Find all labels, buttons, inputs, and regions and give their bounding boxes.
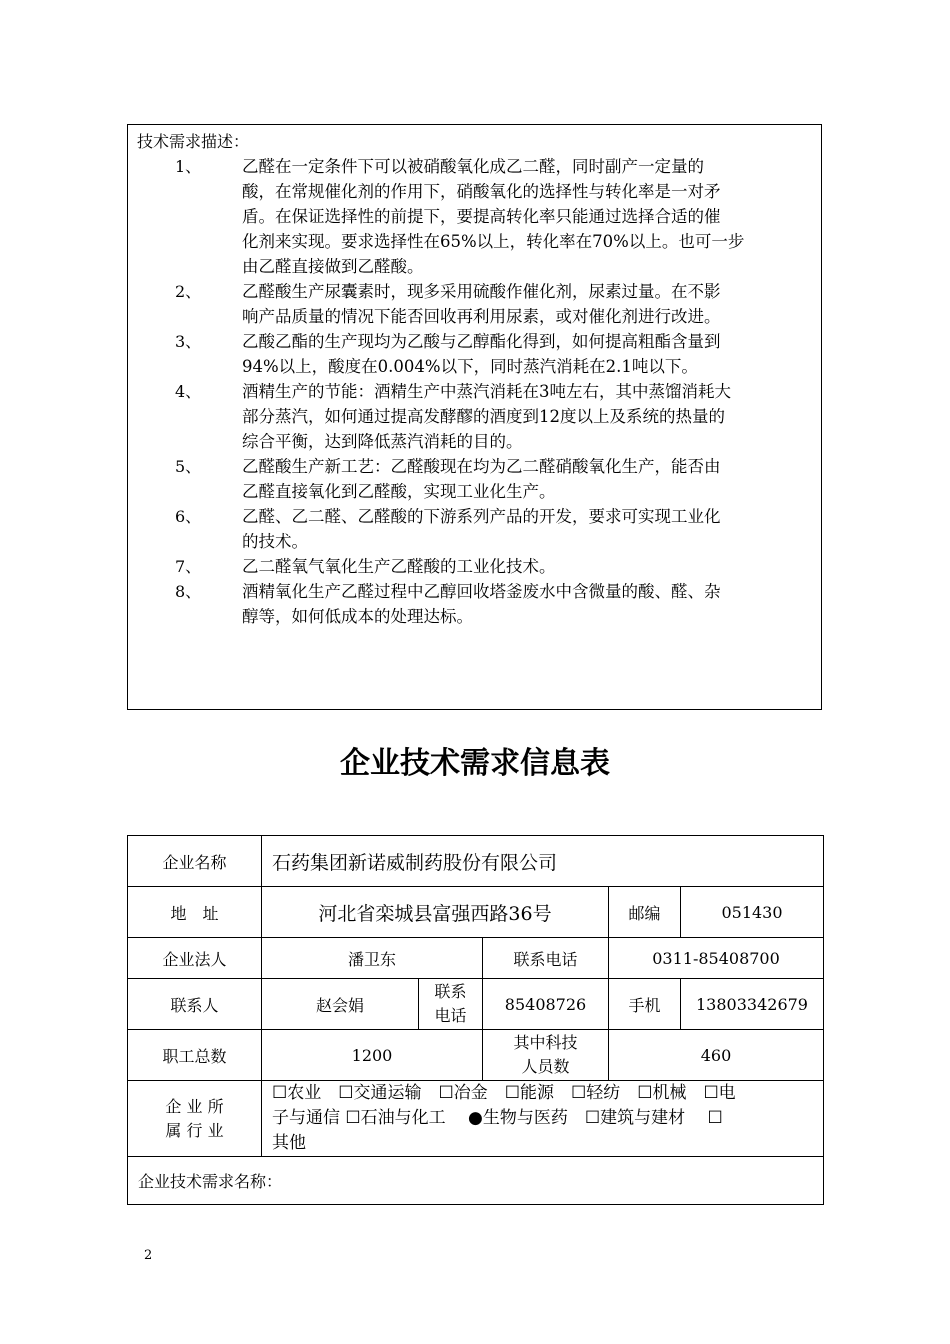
legal-person-label: 企业法人 — [128, 938, 262, 979]
item-number: 2、 — [175, 282, 202, 301]
table-row — [128, 1157, 824, 1205]
item-text — [242, 279, 817, 329]
item-line: 乙酸乙酯的生产现均为乙酸与乙醇酯化得到，如何提高粗酯含量到 — [242, 332, 721, 351]
contact-label: 联系人 — [128, 979, 262, 1030]
postcode-value: 051430 — [681, 887, 824, 938]
item-line: 醇等，如何低成本的处理达标。 — [242, 607, 473, 626]
item-number: 3、 — [175, 332, 202, 351]
contact-phone-label — [419, 979, 483, 1030]
item-text — [242, 504, 817, 554]
address-label: 地 址 — [128, 887, 262, 938]
table-row — [128, 979, 824, 1030]
postcode-label: 邮编 — [609, 887, 681, 938]
item-line: 乙醛直接氧化到乙醛酸，实现工业化生产。 — [242, 482, 556, 501]
item-line: 的技术。 — [242, 532, 308, 551]
industry-options-line: ☐农业 ☐交通运输 ☐冶金 ☐能源 ☐轻纺 ☐机械 ☐电 — [272, 1083, 736, 1103]
label-line: 人员数 — [521, 1057, 570, 1076]
label-line: 属 行 业 — [165, 1120, 224, 1140]
staff-total-value: 1200 — [262, 1030, 483, 1081]
item-line: 酸，在常规催化剂的作用下，硝酸氧化的选择性与转化率是一对矛 — [242, 182, 721, 201]
industry-options-line: 其他 — [272, 1133, 306, 1153]
item-text — [242, 454, 817, 504]
description-heading: 技术需求描述： — [137, 132, 250, 151]
legal-person-value: 潘卫东 — [262, 938, 483, 979]
item-text — [242, 154, 817, 279]
item-line: 乙醛酸生产尿囊素时，现多采用硫酸作催化剂，尿素过量。在不影 — [242, 282, 721, 301]
item-text — [242, 379, 817, 454]
company-name-label: 企业名称 — [128, 836, 262, 887]
item-line: 响产品质量的情况下能否回收再利用尿素，或对催化剂进行改进。 — [242, 307, 721, 326]
item-number: 6、 — [175, 507, 202, 526]
item-line: 综合平衡，达到降低蒸汽消耗的目的。 — [242, 432, 523, 451]
item-line: 乙醛在一定条件下可以被硝酸氧化成乙二醛，同时副产一定量的 — [242, 157, 704, 176]
item-line: 94%以上，酸度在0.004%以下，同时蒸汽消耗在2.1吨以下。 — [242, 357, 698, 376]
label-line: 企 业 所 — [165, 1096, 224, 1116]
contact-value: 赵会娟 — [262, 979, 419, 1030]
industry-options — [262, 1081, 824, 1157]
phone-label: 联系电话 — [483, 938, 609, 979]
item-number: 5、 — [175, 457, 202, 476]
table-row — [128, 836, 824, 887]
table-row — [128, 1081, 824, 1157]
label-line: 其中科技 — [513, 1033, 578, 1052]
item-line: 化剂来实现。要求选择性在65%以上，转化率在70%以上。也可一步 — [242, 232, 745, 251]
item-line: 酒精生产的节能：酒精生产中蒸汽消耗在3吨左右，其中蒸馏消耗大 — [242, 382, 731, 401]
mobile-label: 手机 — [609, 979, 681, 1030]
label-line: 电话 — [434, 1006, 467, 1025]
item-line: 乙二醛氧气氧化生产乙醛酸的工业化技术。 — [242, 557, 556, 576]
industry-options-line: 子与通信 ☐石油与化工 ●生物与医药 ☐建筑与建材 ☐ — [272, 1108, 723, 1128]
company-name-value: 石药集团新诺威制药股份有限公司 — [262, 836, 824, 887]
staff-total-label: 职工总数 — [128, 1030, 262, 1081]
tech-staff-label — [483, 1030, 609, 1081]
mobile-value: 13803342679 — [681, 979, 824, 1030]
requirement-name-label: 企业技术需求名称： — [128, 1157, 824, 1205]
form-title: 企业技术需求信息表 — [340, 746, 610, 781]
contact-phone-value: 85408726 — [483, 979, 609, 1030]
item-line: 由乙醛直接做到乙醛酸。 — [242, 257, 424, 276]
tech-requirement-description-box — [127, 124, 822, 710]
page-number: 2 — [144, 1248, 153, 1263]
table-row — [128, 1030, 824, 1081]
item-text — [242, 329, 817, 379]
item-line: 乙醛、乙二醛、乙醛酸的下游系列产品的开发，要求可实现工业化 — [242, 507, 721, 526]
item-text — [242, 579, 817, 629]
enterprise-info-table — [127, 835, 824, 1205]
tech-staff-value: 460 — [609, 1030, 824, 1081]
industry-label — [128, 1081, 262, 1157]
table-row — [128, 887, 824, 938]
item-number: 8、 — [175, 582, 202, 601]
item-number: 1、 — [175, 157, 202, 176]
item-number: 4、 — [175, 382, 202, 401]
item-text — [242, 554, 817, 579]
table-row — [128, 938, 824, 979]
item-line: 盾。在保证选择性的前提下，要提高转化率只能通过选择合适的催 — [242, 207, 721, 226]
phone-value: 0311-85408700 — [609, 938, 824, 979]
label-line: 联系 — [434, 982, 467, 1001]
item-number: 7、 — [175, 557, 202, 576]
item-line: 酒精氧化生产乙醛过程中乙醇回收塔釜废水中含微量的酸、醛、杂 — [242, 582, 721, 601]
address-value: 河北省栾城县富强西路36号 — [262, 887, 609, 938]
item-line: 部分蒸汽，如何通过提高发酵醪的酒度到12度以上及系统的热量的 — [242, 407, 725, 426]
item-line: 乙醛酸生产新工艺：乙醛酸现在均为乙二醛硝酸氧化生产，能否由 — [242, 457, 721, 476]
